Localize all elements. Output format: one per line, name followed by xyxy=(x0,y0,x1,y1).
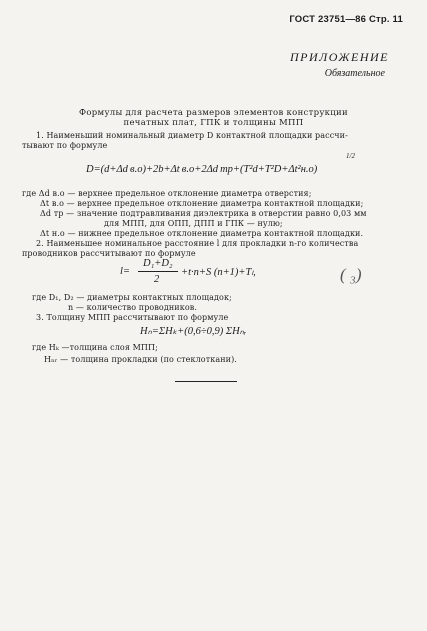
p2-line1: 2. Наименьшее номинальное расстояние l для прокладки n-го количества xyxy=(36,239,359,248)
formula-diameter-exponent: 1/2 xyxy=(346,152,355,160)
formula-spacing-rhs: +t·n+S (n+1)+Tₗ, xyxy=(181,267,256,278)
p1-line2: тывают по формуле xyxy=(22,141,108,150)
fraction-bar xyxy=(138,271,178,272)
appendix-title: ПРИЛОЖЕНИЕ xyxy=(290,50,389,64)
formula-thickness: Hₙ=ΣHₖ+(0,6÷0,9) ΣHₙᵣ xyxy=(140,326,247,337)
section-title-line1: Формулы для расчета размеров элементов конструкции xyxy=(79,108,348,118)
p2-line2: проводников рассчитывают по формуле xyxy=(22,249,196,258)
section-title-line2: печатных плат, ГПК и толщины МПП xyxy=(123,118,304,128)
where-line8: Hₙᵣ — толщина прокладки (по стеклоткани). xyxy=(44,355,237,364)
end-rule xyxy=(175,381,237,382)
formula-diameter: D=(d+Δd в.о)+2b+Δt в.о+2Δd тр+(T²d+T²D+Δt²н.о) xyxy=(86,164,318,175)
where-line3: Δd тр — значение подтравливания диэлектрика в отверстии равно 0,03 мм xyxy=(40,209,367,218)
standard-header: ГОСТ 23751—86 Стр. 11 xyxy=(289,14,403,25)
where-line7: где Hₖ —толщина слоя МПП; xyxy=(32,343,158,352)
where-line5: где D₁, D₂ — диаметры контактных площадок; xyxy=(32,293,232,302)
p3-line: 3. Толщину МПП рассчитывают по формуле xyxy=(36,313,229,322)
appendix-subtitle: Обязательное xyxy=(324,68,385,79)
where-line2: Δt в.о — верхнее предельное отклонение диаметра контактной площадки; xyxy=(40,199,364,208)
p1-line1: 1. Наименьший номинальный диаметр D контактной площадки рассчи- xyxy=(36,131,348,140)
where-line3b: для МПП, для ОПП, ДПП и ГПК — нулю; xyxy=(104,219,283,228)
where-line1: где Δd в.о — верхнее предельное отклонение диаметра отверстия; xyxy=(22,189,312,198)
where-line6: n — количество проводников. xyxy=(68,303,198,312)
where-line4: Δt н.о — нижнее предельное отклонение диаметра контактной площадки. xyxy=(40,229,364,238)
formula-spacing-numerator: D₁+D₂ xyxy=(143,258,173,269)
formula-spacing-denominator: 2 xyxy=(154,274,160,285)
formula-spacing-lhs: l= xyxy=(120,266,131,277)
handwritten-mark: ( ₃) xyxy=(340,265,362,284)
